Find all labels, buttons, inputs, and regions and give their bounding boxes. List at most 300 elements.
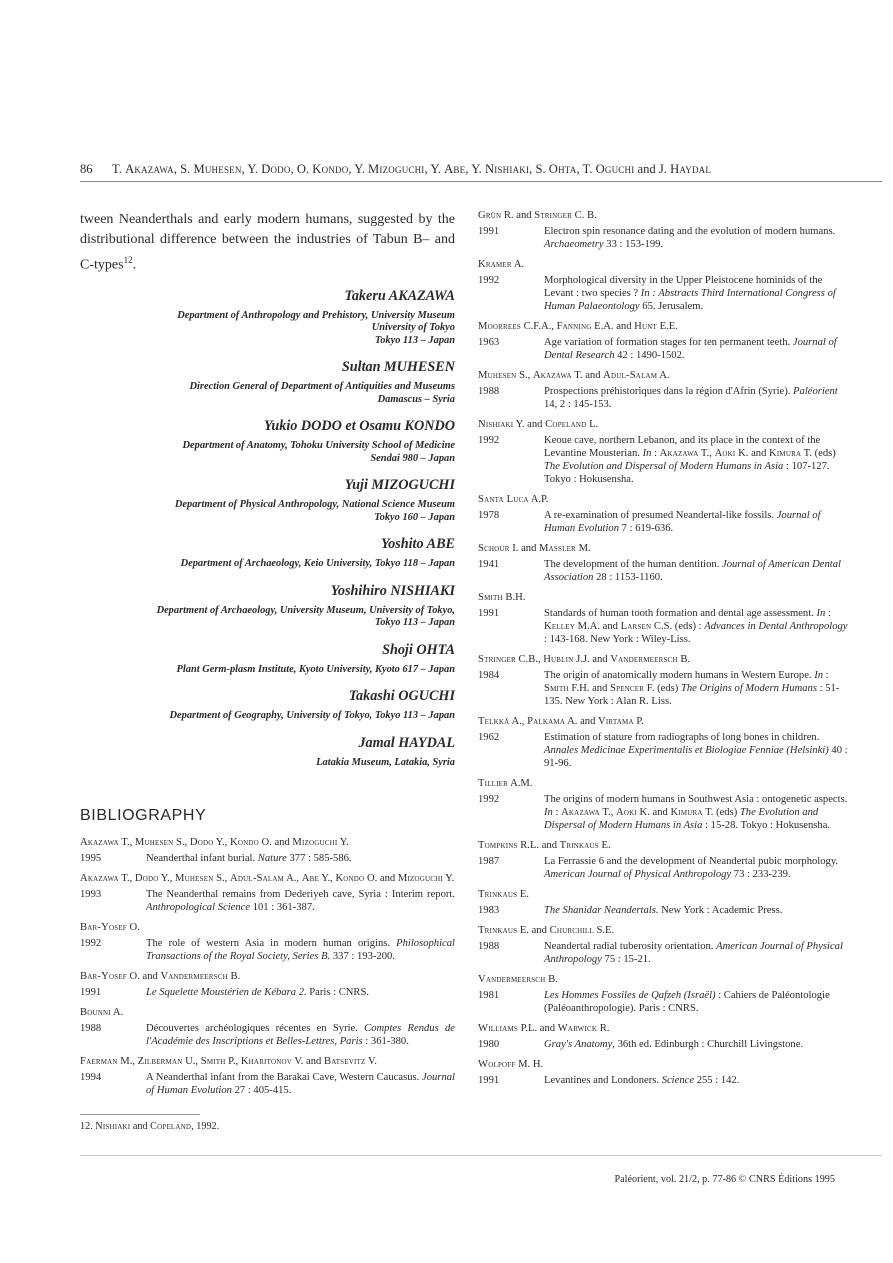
author-department (80, 757, 455, 770)
italic-title: American Journal of Physical Anthropology (544, 941, 843, 965)
entry-body (478, 434, 848, 486)
header-author-surname: Abe (444, 162, 466, 176)
department-line: Department of Archaeology, University Museum, University of Tokyo, (156, 604, 455, 616)
text-run: Y., (158, 873, 176, 885)
header-author-initial: O. (296, 162, 313, 176)
department-line: Damascus – Syria (377, 393, 455, 405)
entry-body (478, 336, 848, 362)
entry-body (478, 1074, 848, 1087)
author-surname: Muhesen (175, 873, 214, 885)
department-line: Tokyo 160 – Japan (374, 511, 455, 523)
text-run: B. (677, 654, 691, 665)
entry-authors (478, 973, 848, 986)
text-run: P., (225, 1056, 241, 1068)
header-author-surname: Muhesen (193, 162, 242, 176)
text-run: A., (284, 873, 302, 885)
footnote (80, 1121, 219, 1132)
text-run: Y. (442, 873, 455, 885)
department-line: Department of Physical Anthropology, National Science Museum (174, 499, 455, 511)
author-surname: Copeland (545, 419, 587, 430)
author-surname: Copeland (150, 1121, 192, 1132)
text-run: : Cahiers de Paléontologie (Paléoanthropologie). Paris : CNRS. (544, 990, 830, 1014)
author-surname: Vandermeersch (160, 971, 228, 983)
author-surname: Smith (544, 683, 569, 694)
author-department (80, 558, 455, 571)
header-author-surname: Haydal (670, 162, 712, 176)
bibliography-entry (478, 973, 848, 1015)
italic-title: Anthropological Science (146, 902, 251, 914)
author-surname: Santa Luca (478, 494, 529, 505)
text-run: V. (365, 1056, 377, 1068)
author-surname: Churchill (549, 925, 594, 936)
bibliography-entry (478, 1058, 848, 1087)
author-surname: Trinkaus (478, 925, 518, 936)
text-run: 73 : 233-239. (731, 869, 791, 880)
bibliography-entry (80, 872, 455, 914)
entry-authors (478, 258, 848, 271)
affiliation-block (80, 641, 455, 677)
bibliography-entry (478, 320, 848, 362)
text-run: M. (575, 543, 591, 554)
text-run: : (825, 608, 831, 619)
header-author-surname: Ohta (548, 162, 577, 176)
author-name: Yuji MIZOGUCHI (344, 477, 455, 494)
author-surname: Akazawa (80, 873, 119, 885)
text-run: : (651, 448, 660, 459)
author-surname: Kondo (335, 873, 365, 885)
entry-body (80, 986, 455, 999)
text-run: O. and (258, 837, 293, 849)
entry-reference (146, 986, 455, 999)
text-run: C.S. (eds) : (651, 621, 705, 632)
italic-title: Journal of Dental Research (544, 337, 837, 361)
text-run: : (552, 807, 562, 818)
entry-reference (544, 989, 848, 1015)
italic-title: Advances in Dental Anthropology (704, 621, 848, 632)
author-name: Takeru AKAZAWA (344, 287, 455, 304)
author-department (80, 310, 455, 348)
text-run: M., (117, 1056, 138, 1068)
author-surname: Akazawa (659, 448, 699, 459)
entry-authors (478, 924, 848, 937)
entry-year: 1994 (80, 1072, 102, 1084)
text-run: I. and (509, 543, 540, 554)
entry-body (478, 509, 848, 535)
affiliation-block (80, 734, 455, 770)
entry-year: 1981 (478, 990, 500, 1001)
text-run: R. and (501, 210, 535, 221)
bibliography-entry (80, 970, 455, 999)
department-line: Department of Geography, University of Tokyo, Tokyo 113 – Japan (169, 710, 455, 722)
author-department (80, 499, 455, 524)
text-run: E.A. and (591, 321, 635, 332)
italic-title: Science (661, 1075, 695, 1086)
department-line: Department of Archaeology, Keio University, Tokyo 118 – Japan (180, 558, 455, 570)
entry-reference (146, 937, 455, 963)
text-run: 7 : 619-636. (619, 523, 674, 534)
author-surname: Grün (478, 210, 502, 221)
italic-title: In (544, 807, 553, 818)
author-surname: Massler (539, 543, 576, 554)
entry-reference (146, 888, 455, 914)
header-author-separator: , (173, 162, 181, 176)
text-run: 27 : 405-415. (231, 1085, 292, 1097)
entry-body (478, 989, 848, 1015)
text-run: B. (227, 971, 241, 983)
italic-title: The Shanidar Neandertals. (544, 905, 659, 916)
entry-body (80, 937, 455, 963)
entry-year: 1980 (478, 1039, 500, 1050)
entry-reference (544, 1038, 848, 1051)
entry-reference (544, 607, 848, 646)
entry-year: 1978 (478, 510, 500, 521)
entry-reference (544, 731, 848, 770)
text-run: F. (eds) (644, 683, 681, 694)
author-surname: Telkkä (478, 716, 510, 727)
author-surname: Larsen (620, 621, 652, 632)
text-run: A.M. (508, 778, 533, 789)
entry-reference (544, 855, 848, 881)
header-author-initial: T. (112, 162, 126, 176)
author-surname: Spencer (610, 683, 645, 694)
author-surname: Adul-Salam (603, 370, 658, 381)
author-surname: Aoki (616, 807, 637, 818)
department-line: Direction General of Department of Antiquities and Museums (189, 381, 455, 393)
author-surname: Virtama (598, 716, 634, 727)
entry-authors (80, 1055, 455, 1068)
text-run: T., (118, 873, 135, 885)
italic-title: Philosophical Transactions of the Royal Society, Series B. (146, 938, 455, 963)
entry-authors (80, 1006, 455, 1019)
text-run: and (130, 1121, 151, 1132)
entry-year: 1992 (478, 794, 500, 805)
text-run: J.J. and (573, 654, 611, 665)
header-author-separator: and (634, 162, 659, 176)
author-surname: Stringer (534, 210, 573, 221)
entry-body (478, 385, 848, 411)
entry-year: 1991 (478, 1075, 500, 1086)
affiliation-block (80, 417, 455, 465)
bibliography-heading: BIBLIOGRAPHY (80, 807, 207, 825)
text-run: F.H. and (568, 683, 611, 694)
author-surname: Warwick (557, 1023, 598, 1034)
entry-authors (478, 320, 848, 333)
author-surname: Akazawa (561, 807, 600, 818)
entry-year: 1988 (478, 941, 500, 952)
author-surname: Trinkaus (559, 840, 599, 851)
text-run: : 143-168. New York : Wiley-Liss. (544, 634, 691, 645)
author-surname: Zilberman (137, 1056, 183, 1068)
author-surname: Hublin (543, 654, 574, 665)
header-author-surname: Mizoguchi (368, 162, 425, 176)
text-run: 40 : 91-96. (544, 745, 848, 769)
entry-body (478, 904, 848, 917)
italic-title: Paléorient (793, 386, 838, 397)
author-surname: Muhesen (478, 370, 517, 381)
text-run: B.H. (502, 592, 526, 603)
header-author-initial: Y. (247, 162, 262, 176)
text-run: The Neanderthal remains from Dederiyeh cave, Syria : Interim report. (146, 889, 455, 901)
author-surname: Bar-Yosef (80, 922, 127, 934)
entry-authors (478, 591, 848, 604)
entry-authors (478, 715, 848, 728)
entry-body (478, 855, 848, 881)
entry-body (80, 1071, 455, 1097)
text-run: 65. Jerusalem. (639, 301, 704, 312)
author-surname: Vandermeersch (478, 974, 546, 985)
entry-body (80, 1022, 455, 1048)
entry-year: 1988 (478, 386, 500, 397)
text-run: Estimation of stature from radiographs of long bones in children. (544, 732, 820, 743)
author-name: Jamal HAYDAL (358, 734, 455, 751)
entry-authors (478, 1058, 848, 1071)
header-author-separator: , (348, 162, 355, 176)
entry-year: 1987 (478, 856, 500, 867)
affiliation-block (80, 476, 455, 524)
page-number: 86 (80, 162, 93, 176)
author-surname: Abe (301, 873, 319, 885)
entry-year: 1993 (80, 889, 102, 901)
header-author-initial: Y. (354, 162, 369, 176)
text-run: A., (509, 716, 528, 727)
author-surname: Tillier (478, 778, 509, 789)
author-name: Yoshito ABE (381, 536, 455, 553)
header-author-initial: S. (535, 162, 549, 176)
text-run: P.L. and (518, 1023, 558, 1034)
author-surname: Palkama (527, 716, 566, 727)
entry-authors (478, 418, 848, 431)
bibliography-entry (478, 839, 848, 881)
entry-reference (544, 434, 848, 486)
text-run: Y., (213, 837, 230, 849)
text-run: C.F.A., (520, 321, 557, 332)
italic-title: Archaeometry (544, 239, 604, 250)
text-run: : 51-135. New York : Alan R. Liss. (544, 683, 840, 707)
author-surname: Smith (478, 592, 503, 603)
author-surname: Adul-Salam (229, 873, 285, 885)
author-surname: Trinkaus (478, 889, 518, 900)
text-run: The role of western Asia in modern human origins. (146, 938, 397, 950)
text-run: S., (516, 370, 533, 381)
text-run: S., (213, 873, 230, 885)
header-author-separator: , (290, 162, 297, 176)
text-run: The origin of anatomically modern humans in Western Europe. (544, 670, 815, 681)
intro-paragraph: tween Neanderthals and early modern humans, suggested by the distributional difference between the industries of Tabun B– and C-types$^{12}$. (80, 212, 455, 273)
text-run: , 1992. (191, 1121, 220, 1132)
entry-authors (478, 369, 848, 382)
text-run: E. and (517, 925, 550, 936)
bibliography-entry (478, 591, 848, 646)
text-run: 337 : 193-200. (330, 951, 395, 963)
author-surname: Tompkins (478, 840, 518, 851)
department-line: Department of Anthropology and Prehistory, University Museum (177, 309, 455, 321)
department-line: Tokyo 113 – Japan (374, 617, 455, 629)
header-author-initial: Y. (430, 162, 445, 176)
text-run: O. (126, 922, 140, 934)
page-footer: Paléorient, vol. 21/2, p. 77-86 © CNRS Éditions 1995 (614, 1174, 835, 1185)
text-run: K. and (735, 448, 770, 459)
italic-title: The Origins of Modern Humans (680, 683, 817, 694)
text-run: U., (182, 1056, 201, 1068)
text-run: , 36th ed. Edinburgh : Churchill Livingstone. (612, 1039, 804, 1050)
text-run: 42 : 1490-1502. (614, 350, 685, 361)
text-run: A re-examination of presumed Neandertal-like fossils. (544, 510, 777, 521)
text-run: : 361-380. (362, 1036, 409, 1048)
author-name: Shoji OHTA (382, 641, 455, 658)
text-run: C. B. (572, 210, 597, 221)
italic-title: In : Abstracts Third International Congress of Human Palaeontology (544, 288, 836, 312)
entry-year: 1984 (478, 670, 500, 681)
header-author-surname: Nishiaki (484, 162, 530, 176)
text-run: S.E. (593, 925, 615, 936)
entry-year: 1983 (478, 905, 500, 916)
author-surname: Kimura (769, 448, 802, 459)
text-run: Neanderthal infant burial. (146, 853, 258, 865)
author-surname: Fanning (556, 321, 592, 332)
entry-body (478, 558, 848, 584)
author-surname: Moorrees (478, 321, 521, 332)
entry-reference (544, 225, 848, 251)
header-author-separator: , (465, 162, 472, 176)
bibliography-entry (478, 209, 848, 251)
header-author-surname: Akazawa (125, 162, 174, 176)
entry-year: 1962 (478, 732, 500, 743)
author-name: Takashi OGUCHI (348, 688, 455, 705)
header-author-separator: , (424, 162, 431, 176)
entry-authors (478, 1022, 848, 1035)
footnote-rule (80, 1114, 200, 1115)
italic-title: In (816, 608, 826, 619)
bibliography-list-right (478, 209, 848, 1087)
text-run: Keoue cave, northern Lebanon, and its place in the context of the Levantine Mousterian. (544, 435, 821, 459)
text-run: 12. (80, 1121, 96, 1132)
entry-year: 1992 (478, 435, 500, 446)
author-surname: Bounni (80, 1007, 111, 1019)
entry-year: 1991 (80, 987, 102, 999)
entry-reference (544, 793, 848, 832)
text-run: : 107-127. Tokyo : Hokusensha. (544, 461, 830, 485)
text-run: 14, 2 : 145-153. (544, 399, 612, 410)
text-run: L. (586, 419, 599, 430)
footnote-ref[interactable]: 12 (123, 255, 133, 265)
entry-body (478, 940, 848, 966)
text-run: E.E. (657, 321, 678, 332)
text-run: R.L. and (517, 840, 560, 851)
italic-title: Journal of American Dental Association (544, 559, 841, 583)
italic-title: Annales Medicinae Experimentalis et Biologiae Fenniae (Helsinki) (544, 745, 829, 756)
text-run: A. (511, 259, 525, 270)
author-surname: Mizoguchi (292, 837, 338, 849)
entry-authors (478, 839, 848, 852)
entry-year: 1991 (478, 226, 500, 237)
right-column (478, 209, 848, 1094)
author-surname: Batsevitz (323, 1056, 366, 1068)
bibliography-list-left (80, 836, 455, 1097)
entry-reference (544, 558, 848, 584)
entry-reference (544, 940, 848, 966)
text-run: 75 : 15-21. (601, 954, 651, 965)
text-run: Y. (337, 837, 349, 849)
department-line: Plant Germ-plasm Institute, Kyoto University, Kyoto 617 – Japan (176, 663, 455, 675)
author-surname: Faerman (80, 1056, 118, 1068)
author-surname: Kelley (544, 621, 576, 632)
text-run: Standards of human tooth formation and dental age assessment. (544, 608, 817, 619)
text-run: B. (545, 974, 558, 985)
text-run: P. (633, 716, 644, 727)
italic-title: In (814, 670, 824, 681)
italic-title: Journal of Human Evolution (146, 1072, 455, 1097)
bibliography-entry (80, 1006, 455, 1048)
entry-body (478, 274, 848, 313)
header-author-surname: Oguchi (595, 162, 635, 176)
left-column (80, 210, 455, 1104)
text-run: Y., (318, 873, 336, 885)
text-run: A. (657, 370, 670, 381)
bibliography-entry (80, 836, 455, 865)
text-run: 101 : 361-387. (250, 902, 315, 914)
entry-authors (478, 209, 848, 222)
author-surname: Hunt (634, 321, 657, 332)
author-surname: Mizoguchi (397, 873, 443, 885)
author-surname: Akazawa (80, 837, 119, 849)
author-surname: Vandermeersch (610, 654, 678, 665)
entry-authors (80, 921, 455, 934)
entry-year: 1992 (80, 938, 102, 950)
text-run: T. (eds) (702, 807, 740, 818)
italic-title: In (642, 448, 652, 459)
bibliography-entry (478, 715, 848, 770)
entry-reference (146, 852, 455, 865)
department-line: Department of Anatomy, Tohoku University School of Medicine (182, 440, 455, 452)
author-name: Yukio DODO et Osamu KONDO (263, 418, 455, 435)
author-department (80, 381, 455, 406)
entry-reference (544, 669, 848, 708)
text-run: A.P. (528, 494, 549, 505)
entry-reference (146, 1071, 455, 1097)
author-surname: Aoki (714, 448, 736, 459)
italic-title: Nature (257, 853, 287, 865)
bibliography-entry (478, 924, 848, 966)
author-surname: Muhesen (134, 837, 174, 849)
entry-authors (80, 872, 455, 885)
text-run: Y. and (513, 419, 546, 430)
text-run: The development of the human dentition. (544, 559, 722, 570)
author-surname: Bar-Yosef (80, 971, 127, 983)
italic-title: Journal of Human Evolution (544, 510, 821, 534)
text-run: New York : Academic Press. (658, 905, 783, 916)
author-department (80, 605, 455, 630)
author-surname: Williams (478, 1023, 518, 1034)
author-surname: Akazawa (532, 370, 572, 381)
text-run: Levantines and Londoners. (544, 1075, 662, 1086)
text-run: The origins of modern humans in Southwest Asia : ontogenetic aspects. (544, 794, 848, 805)
text-run: S., (173, 837, 190, 849)
entry-body (80, 888, 455, 914)
entry-reference (544, 1074, 848, 1087)
entry-body (478, 731, 848, 770)
italic-title: American Journal of Physical Anthropology (544, 869, 732, 880)
entry-reference (544, 509, 848, 535)
entry-year: 1991 (478, 608, 500, 619)
author-surname: Dodo (134, 873, 159, 885)
header-author-surname: Dodo (261, 162, 291, 176)
author-name: Yoshihiro NISHIAKI (330, 582, 455, 599)
header-author-surname: Kondo (312, 162, 349, 176)
author-surname: Nishiaki (478, 419, 514, 430)
header-rule (80, 181, 882, 182)
text-run: A. (110, 1007, 124, 1019)
text-run: V. and (291, 1056, 324, 1068)
